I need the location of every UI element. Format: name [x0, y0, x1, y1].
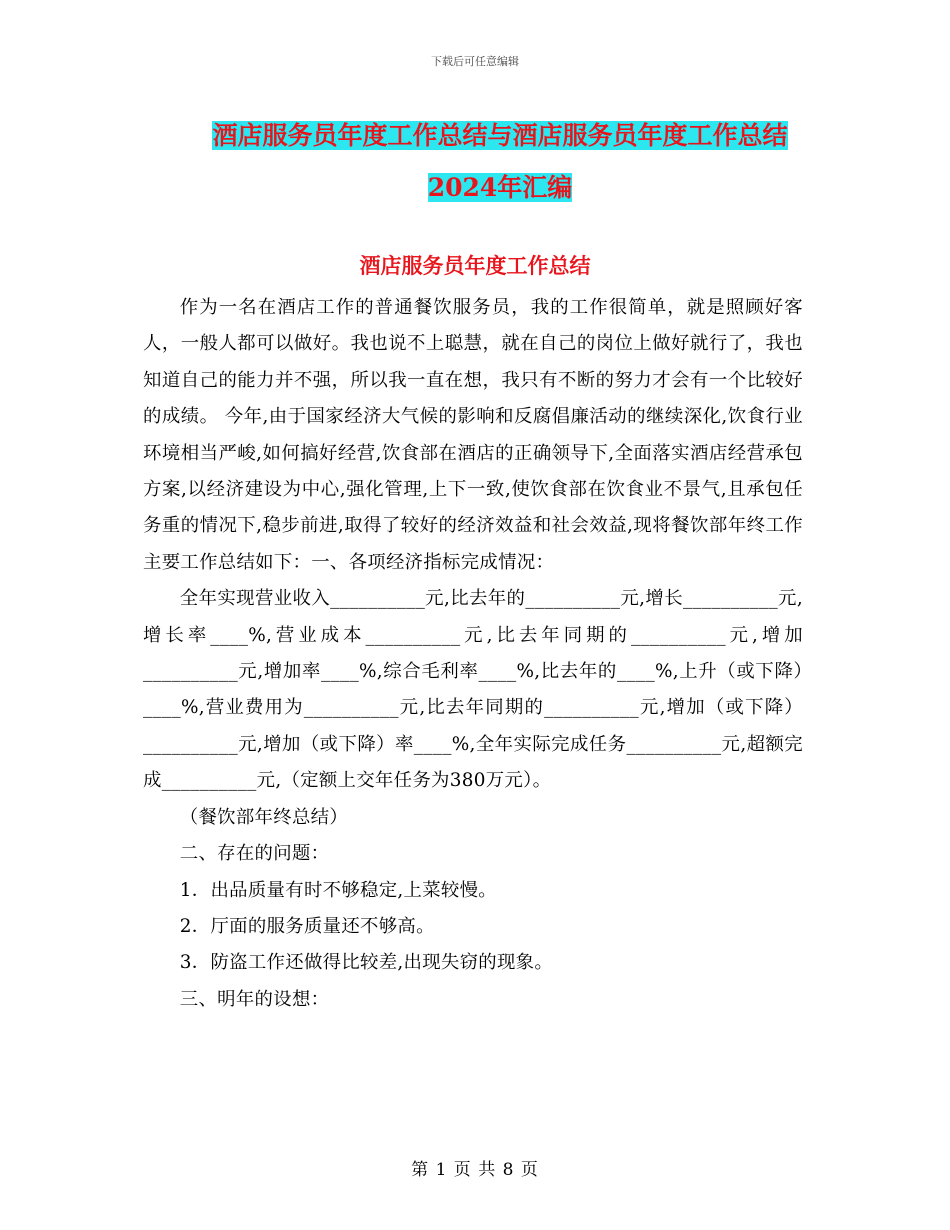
section-title: 酒店服务员年度工作总结	[359, 253, 591, 278]
list-item: 3．防盗工作还做得比较差,出现失窃的现象。	[179, 952, 554, 974]
page-footer: 第 1 页 共 8 页	[411, 1160, 539, 1180]
title-line-1: 酒店服务员年度工作总结与酒店服务员年度工作总结	[212, 121, 788, 150]
header-note: 下载后可任意编辑	[431, 55, 519, 68]
list-item: 2．厅面的服务质量还不够高。	[179, 915, 435, 937]
paragraph-heading-plans: 三、明年的设想：	[179, 988, 330, 1010]
paragraph-intro: 作为一名在酒店工作的普通餐饮服务员，我的工作很简单，就是照顾好客人，一般人都可以做好。我也说不上聪慧，就在自己的岗位上做好就行了，我也知道自己的能力并不强，所以我一直在想，我只有不断的努力才会有一个比较好的成绩。 今年,由于国家经济大气候的影响和反腐倡廉活动的继续深化,饮食行业环境相当严峻,如何搞好经营,饮食部在酒店的正确领导下,全面落实酒店经营承包方案,以经济建设为中心,强化管理,上下一致,使饮食部在饮食业不景气,且承包任务重的情况下,稳步前进,取得了较好的经济效益和社会效益,现将餐饮部年终工作主要工作总结如下：一、各项经济指标完成情况：	[143, 297, 803, 573]
document-body	[143, 290, 803, 1018]
title-line-2: 2024年汇编	[427, 173, 573, 202]
paragraph-note: （餐饮部年终总结）	[179, 806, 349, 828]
paragraph-heading-problems: 二、存在的问题：	[179, 843, 330, 865]
list-item: 1．出品质量有时不够稳定,上菜较慢。	[179, 879, 497, 901]
document-title	[140, 110, 860, 214]
paragraph-figures: 全年实现营业收入__________元,比去年的__________元,增长__________元,增长率____%,营业成本__________元,比去年同期的__________元,增加__________元,增加率____%,综合毛利率____%,比去年的____%,上升（或下降）____%,营业费用为__________元,比去年同期的__________元,增加（或下降）__________元,增加（或下降）率____%,全年实际完成任务__________元,超额完成__________元,（定额上交年任务为380万元）。	[143, 588, 803, 792]
